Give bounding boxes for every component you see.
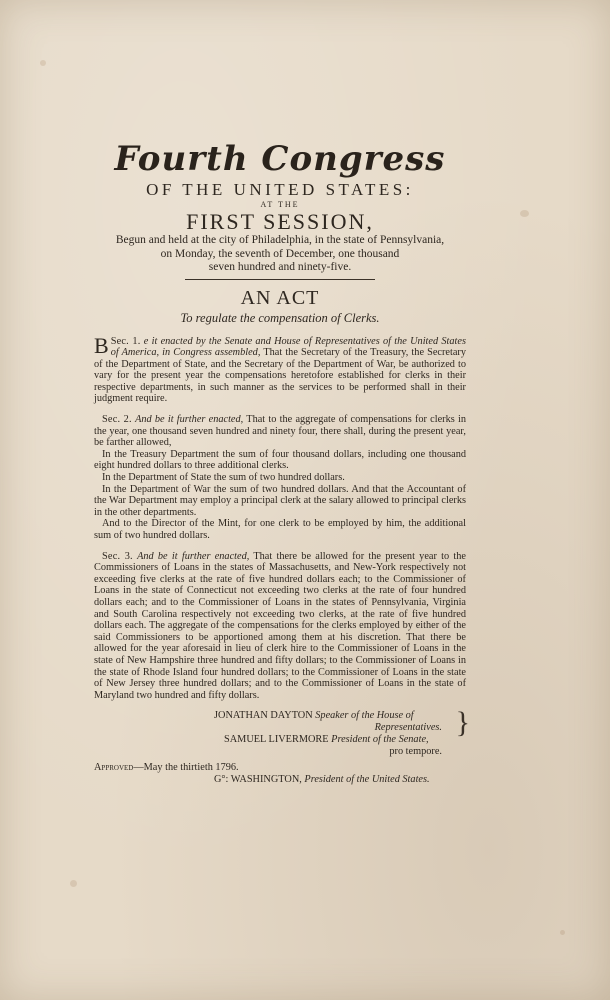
livermore-name: SAMUEL LIVERMORE <box>224 734 329 746</box>
section-3-label: Sec. 3. <box>102 550 133 562</box>
foxing-spot <box>520 210 529 217</box>
section-3-enacting: And be it further enacted, <box>137 550 250 562</box>
section-1-dropcap: B <box>94 332 109 358</box>
washington-signature <box>94 774 466 786</box>
approved-label: Approved <box>94 762 134 774</box>
brace-glyph: } <box>455 706 470 740</box>
congress-title: Fourth Congress <box>114 139 446 179</box>
section-1-body: That the Secretary of the Treasury, the Secretary of the Department of State, and the Secretary of the Department of War, be authorized to vary for the present year the compensations heretofore established for clerks in their respective departments, in such manner as the services to be performed shall in their judgment require. <box>94 347 466 405</box>
livermore-title-1: President of the Senate, <box>331 734 429 746</box>
of-the-united-states: OF THE UNITED STATES: <box>146 180 414 199</box>
section-2-treasury: In the Treasury Department the sum of four thousand dollars, including one thousand eight hundred dollars to three additional clerks. <box>94 448 466 472</box>
divider-rule <box>185 279 375 280</box>
approved-line <box>94 762 466 774</box>
act-subtitle: To regulate the compensation of Clerks. <box>180 310 380 325</box>
livermore-signature <box>94 734 466 746</box>
dayton-title-row <box>94 722 466 734</box>
section-2-war: In the Department of War the sum of two hundred dollars. And that the Accountant of the War Department may employ a principal clerk at the salary allowed to principal clerks in the other departments. <box>94 483 466 518</box>
section-3 <box>94 551 466 702</box>
dayton-title-2: Representatives. <box>374 722 442 734</box>
washington-name: G°: WASHINGTON, <box>214 774 302 786</box>
livermore-title-2: pro tempore. <box>389 746 442 758</box>
foxing-spot <box>560 930 565 935</box>
foxing-spot <box>70 880 77 887</box>
begun-line-3: seven hundred and ninety-five. <box>208 261 352 273</box>
section-2-enacting: And be it further enacted, <box>135 414 244 426</box>
foxing-spot <box>40 60 46 66</box>
section-2-mint: And to the Director of the Mint, for one clerk to be employed by him, the additional sum of two hundred dollars. <box>94 518 466 541</box>
approved-date: —May the thirtieth 1796. <box>133 762 239 774</box>
begun-line-2: on Monday, the seventh of December, one thousand <box>160 247 400 260</box>
section-3-body: That there be allowed for the present year to the Commissioners of Loans in the states of Massachusetts, and New-York respectively not exceeding five clerks at the rate of five hundred dollars each; to the Commissioner of Loans in the state of Connecticut not exceeding two clerks at the rate of four hundred dollars each; and to the Commissioner of Loans in the states of Pennsylvania, Virginia and South Carolina respectively not exceeding two clerks, at the rate of five hundred dollars each. The aggregate of the compensations for the clerks employed by either of the said Commissioners to be apportioned among them at his discretion. That there be allowed for the year aforesaid in lieu of clerk hire to the Commissioner of Loans in the state of New Hampshire three hundred and fifty dollars; to the Commissioner of Loans in the state of Rhode Island four hundred dollars; to the Commissioner of Loans in the state of New Jersey three hundred dollars; and to the Commissioner of Loans in the state of Maryland two hundred and fifty dollars. <box>94 550 466 701</box>
section-1 <box>94 332 466 406</box>
section-1-label: Sec. 1. <box>110 335 141 347</box>
act-title: AN ACT <box>240 286 320 309</box>
signatures <box>94 706 470 786</box>
begun-line-1: Begun and held at the city of Philadelphia, in the state of Pennsylvania, <box>115 234 445 246</box>
dayton-signature <box>94 710 466 722</box>
section-1-enacting: e it enacted by the Senate and House of Representatives of the United States of America, in Congress assembled, <box>110 335 466 359</box>
session-title: FIRST SESSION, <box>186 209 374 234</box>
section-2 <box>94 414 466 542</box>
dayton-title-1: Speaker of the House of <box>315 710 414 722</box>
section-2-label: Sec. 2. <box>102 414 132 426</box>
section-2-body: That to the aggregate of compensations for clerks in the year, one thousand seven hundred and ninety four, there shall, during the present year, be farther allowed, <box>94 414 467 449</box>
section-2-state: In the Department of State the sum of two hundred dollars. <box>102 472 345 484</box>
washington-title: President of the United States. <box>304 774 430 786</box>
dayton-name: JONATHAN DAYTON <box>214 710 313 722</box>
at-the: AT THE <box>260 200 300 209</box>
act-text <box>94 139 470 786</box>
